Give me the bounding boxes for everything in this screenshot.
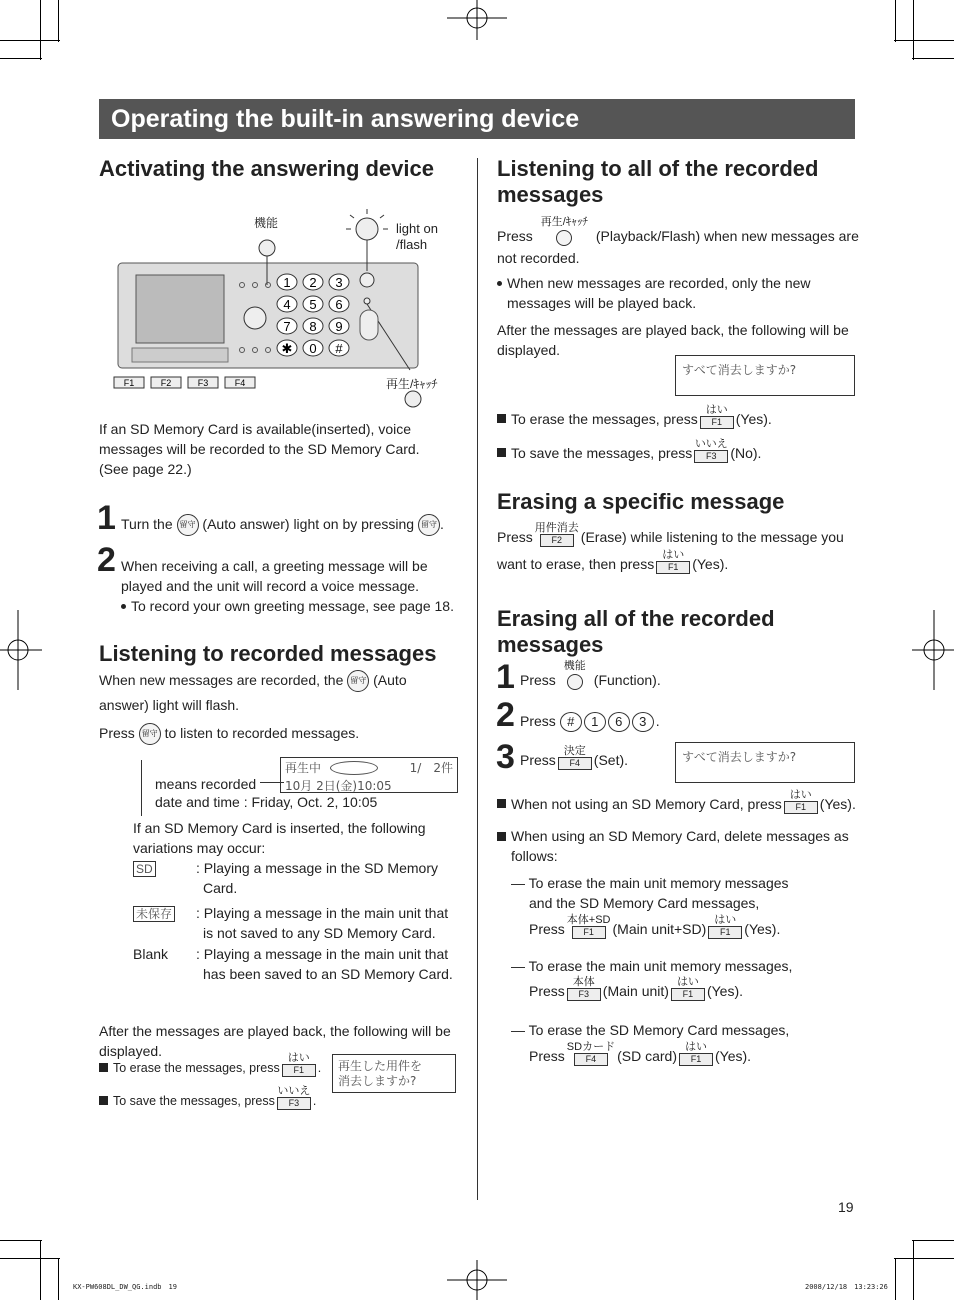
keypad-key: 6 [608,712,630,732]
keypad-key-label: 4 [283,297,291,312]
keypad-key-label: 7 [283,319,291,334]
option-1-keys: Press 本体+SD F1 (Main unit+SD) はい F1 (Yes). [529,914,781,937]
page-title: Operating the built-in answering device [99,99,855,139]
lcd-display-playing: 再生中 1/ 2件 10月 2日(金)10:05 [280,757,458,793]
f3-key: F3 [567,988,601,1001]
keypad-key: 1 [584,712,606,732]
listening-text-3: Press 留守 to listen to recorded messages. [99,723,359,745]
option-3-keys: Press SDカード F4 (SD card) はい F1 (Yes). [529,1041,752,1064]
blank-label: Blank [133,946,169,962]
f1-key: F1 [572,926,606,939]
step-2-number: 2 [97,541,116,579]
using-sd-note: When using an SD Memory Card, delete messages as follows: [497,826,849,866]
keypad-key-label: 5 [309,297,317,312]
lcd-display-erase: 再生した用件を 消去しますか? [332,1054,456,1093]
option-3-text: — To erase the SD Memory Card messages, [511,1022,790,1038]
after-playback-note: After the messages are played back, the following will be displayed. [99,1023,451,1059]
f2-key: F2 [540,534,574,547]
erase-messages-line: To erase the messages, press はい F1 . [99,1052,321,1077]
lcd-display-erase-all-2: すべて消去しますか? [675,742,855,783]
save-all-line: To save the messages, press いいえ F3 (No). [497,438,761,463]
listening-all-text-2: not recorded. [497,250,580,266]
function-key-label: F2 [160,378,172,388]
registration-mark-top [447,0,507,42]
keypad-key-label: 1 [283,275,291,290]
unsaved-tag: 未保存 [133,906,175,922]
light-label: light on /flash [396,221,438,252]
function-key-label: F4 [234,378,246,388]
answer-key-icon: 留守 [139,723,161,745]
keypad-key-label: 6 [335,297,343,312]
answer-key-icon [356,218,378,240]
heading-listening: Listening to recorded messages [99,641,437,666]
f1-key: F1 [679,1053,713,1066]
variation-sd: : Playing a message in the SD Memory Card. [196,860,438,896]
keypad-key-label: 2 [309,275,317,290]
f1-key: F1 [708,926,742,939]
playback-label: 再生/ｷｬｯﾁ [386,377,438,391]
save-messages-line: To save the messages, press いいえ F3 . [99,1085,316,1110]
erase-all-line: To erase the messages, press はい F1 (Yes). [497,404,772,429]
f1-key: F1 [282,1064,316,1077]
listening-all-after: After the messages are played back, the following will be displayed. [497,322,849,358]
erasing-specific-text: Press 用件消去 F2 (Erase) while listening to the message you [497,522,844,545]
keypad-key-label: 9 [335,319,343,334]
erase-step-1-text: Press 機能 (Function). [520,660,661,688]
registration-mark-bottom [447,1258,507,1300]
erase-step-3-number: 3 [496,738,515,776]
lcd-display-erase-all: すべて消去しますか? [675,355,855,396]
erase-step-2-text: Press # 1 6 3 . [520,711,660,732]
function-key-label: F1 [123,378,135,388]
erase-step-3-text: Press 決定 F4 (Set). [520,745,629,768]
keypad-key-label: # [335,341,343,356]
sd-note: If an SD Memory Card is available(inserted), voice messages will be recorded to the SD Memory Card. (See page 22.) [99,421,420,477]
column-divider [477,158,478,1200]
answer-key-icon: 留守 [418,514,440,536]
listening-text-1: When new messages are recorded, the 留守 (Auto [99,670,407,692]
footer-file: KX-PW608DL_DW_QG.indb 19 [73,1283,177,1291]
step-1-number: 1 [97,499,116,537]
f1-key: F1 [656,561,690,574]
keypad-key-label: 3 [335,275,343,290]
not-sd-line: When not using an SD Memory Card, press はい F1 (Yes). [497,789,856,814]
function-keys [114,377,255,388]
if-sd-note: If an SD Memory Card is inserted, the following variations may occur: [133,820,426,856]
erase-step-1-number: 1 [496,658,515,696]
variation-unsaved: : Playing a message in the main unit that is not saved to any SD Memory Card. [196,905,449,941]
f4-key: F4 [574,1053,608,1066]
option-1-text: — To erase the main unit memory messages and the SD Memory Card messages, [511,875,789,911]
page-number: 19 [838,1199,854,1215]
registration-mark-left [0,610,42,690]
heading-activating: Activating the answering device [99,156,434,181]
step-2-text: When receiving a call, a greeting message will be played and the unit will record a voice message. To record your own greeting message, see page 18. [121,558,454,614]
heading-listening-all: Listening to all of the recorded messages [497,156,819,207]
function-key-label: F3 [197,378,209,388]
function-label: 機能 [254,216,279,230]
registration-mark-right [912,610,954,690]
f1-key: F1 [700,416,734,429]
listening-all-text: Press 再生/ｷｬｯﾁ (Playback/Flash) when new messages are [497,216,859,244]
variation-blank: : Playing a message in the main unit that has been saved to an SD Memory Card. [196,946,453,982]
sd-tag: SD [133,861,156,877]
playback-key-icon [556,230,572,246]
answer-key-icon: 留守 [177,514,199,536]
f3-key: F3 [277,1097,311,1110]
keypad-key-label: 8 [309,319,317,334]
playback-key-icon [405,391,421,407]
keypad-key-label: ✱ [281,341,293,356]
keypad-sequence [560,713,656,729]
erase-step-2-number: 2 [496,696,515,734]
f1-key: F1 [784,801,818,814]
step-1-text: Turn the 留守 (Auto answer) light on by pressing 留守 . [121,514,444,536]
function-key-icon [259,240,275,256]
heading-erasing-all: Erasing all of the recorded messages [497,606,775,657]
f3-key: F3 [694,450,728,463]
f4-key: F4 [558,757,592,770]
listening-text-2: answer) light will flash. [99,697,240,713]
footer-date: 2008/12/18 13:23:26 [805,1283,888,1291]
means-recorded: means recorded [155,776,257,792]
f1-key: F1 [671,988,705,1001]
answer-key-icon: 留守 [347,670,369,692]
function-key-icon [567,674,583,690]
erasing-specific-text-2: want to erase, then press はい F1 (Yes). [497,549,729,572]
date-time-note: date and time : Friday, Oct. 2, 10:05 [155,794,378,810]
heading-erasing-specific: Erasing a specific message [497,489,785,514]
option-2-text: — To erase the main unit memory messages, [511,958,793,974]
keypad-key: # [560,712,582,732]
keypad-key-label: 0 [309,341,317,356]
option-2-keys: Press 本体 F3 (Main unit) はい F1 (Yes). [529,976,743,999]
keypad-key: 3 [632,712,654,732]
listening-all-bullet: When new messages are recorded, only the new messages will be played back. [497,273,811,313]
